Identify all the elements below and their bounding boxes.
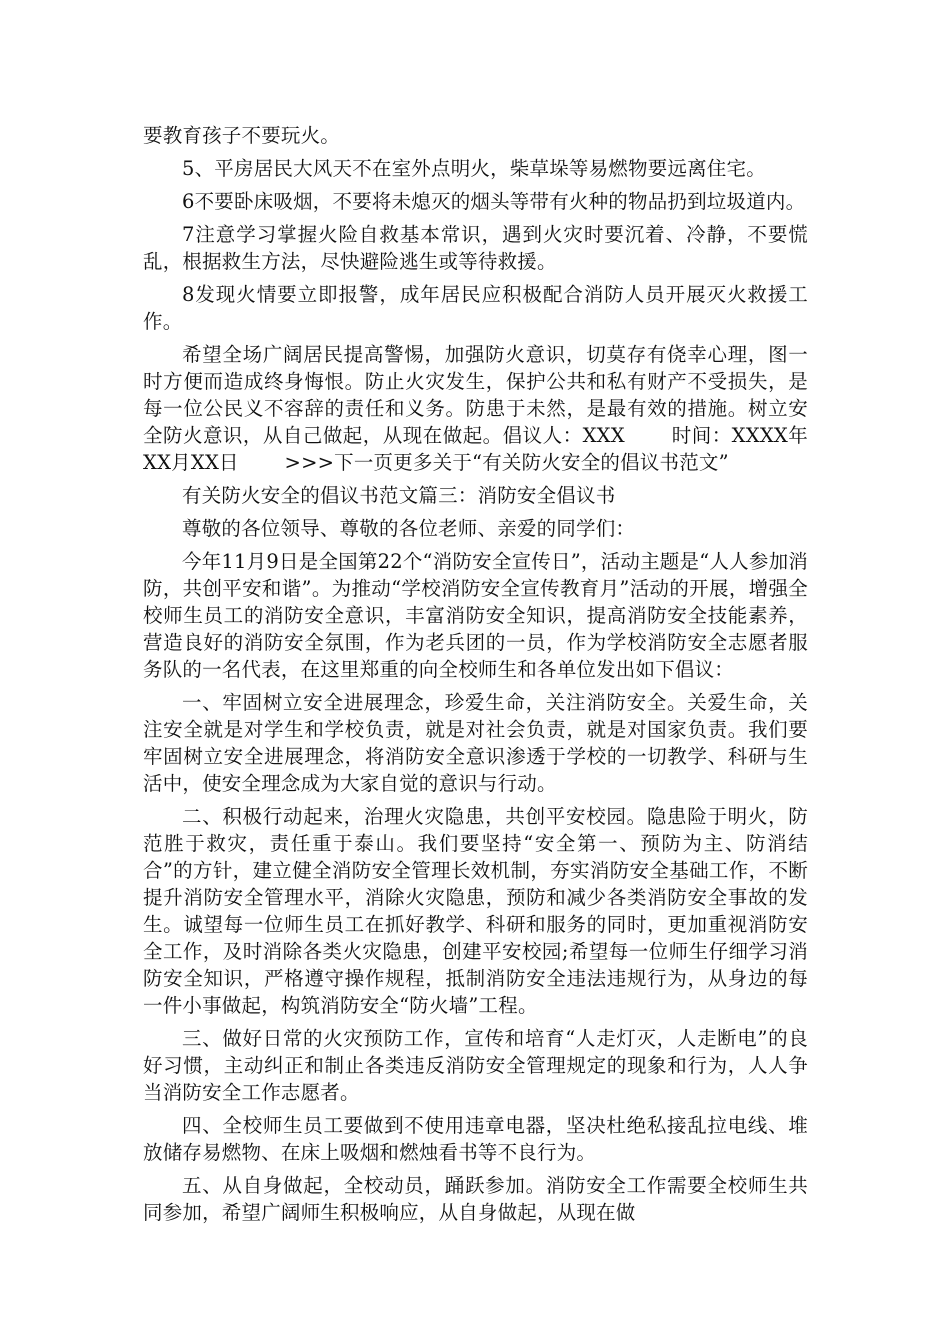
- paragraph-1: 要教育孩子不要玩火。: [143, 124, 341, 147]
- section-heading: 有关防火安全的倡议书范文篇三：消防安全倡议书: [182, 484, 616, 507]
- paragraph-3: 6不要卧床吸烟，不要将未熄灭的烟头等带有火种的物品扔到垃圾道内。: [182, 190, 806, 213]
- paragraph-13: 四、全校师生员工要做到不使用违章电器，坚决杜绝私接乱拉电线、堆放储存易燃物、在床上吸烟和燃烛看书等不良行为。: [143, 1114, 808, 1164]
- paragraph-14: 五、从自身做起，全校动员，踊跃参加。消防安全工作需要全校师生共同参加，希望广阔师生积极响应，从自身做起，从现在做: [143, 1174, 808, 1224]
- paragraph-10: 一、牢固树立安全进展理念，珍爱生命，关注消防安全。关爱生命，关注安全就是对学生和学校负责，就是对社会负责，就是对国家负责。我们要牢固树立安全进展理念，将消防安全意识渗透于学校的一切教学、科研与生活中，使安全理念成为大家自觉的意识与行动。: [143, 691, 808, 795]
- paragraph-5: 8发现火情要立即报警，成年居民应积极配合消防人员开展灭火救援工作。: [143, 283, 808, 333]
- paragraph-2: 5、平房居民大风天不在室外点明火，柴草垛等易燃物要远离住宅。: [182, 157, 766, 180]
- paragraph-11: 二、积极行动起来，治理火灾隐患，共创平安校园。隐患险于明火，防范胜于救灾，责任重于泰山。我们要坚持“安全第一、预防为主、防消结合”的方针，建立健全消防安全管理长效机制，夯实消防安全基础工作，不断提升消防安全管理水平，消除火灾隐患，预防和减少各类消防安全事故的发生。诚望每一位师生员工在抓好教学、科研和服务的同时，更加重视消防安全工作，及时消除各类火灾隐患，创建平安校园;希望每一位师生仔细学习消防安全知识，严格遵守操作规程，抵制消防安全违法违规行为，从身边的每一件小事做起，构筑消防安全“防火墙”工程。: [143, 805, 808, 1017]
- salutation: 尊敬的各位领导、尊敬的各位老师、亲爱的同学们：: [182, 517, 636, 540]
- document-page: [143, 122, 808, 1232]
- paragraph-12: 三、做好日常的火灾预防工作，宣传和培育“人走灯灭，人走断电”的良好习惯，主动纠正和制止各类违反消防安全管理规定的现象和行为，人人争当消防安全工作志愿者。: [143, 1027, 808, 1104]
- paragraph-9: 今年11月9日是全国第22个“消防安全宣传日”，活动主题是“人人参加消防，共创平安和谐”。为推动“学校消防安全宣传教育月”活动的开展，增强全校师生员工的消防安全意识，丰富消防安全知识，提高消防安全技能素养，营造良好的消防安全氛围，作为老兵团的一员，作为学校消防安全志愿者服务队的一名代表，在这里郑重的向全校师生和各单位发出如下倡议：: [143, 550, 808, 681]
- paragraph-4: 7注意学习掌握火险自救基本常识，遇到火灾时要沉着、冷静，不要慌乱，根据救生方法，尽快避险逃生或等待救援。: [143, 223, 808, 273]
- paragraph-6: 希望全场广阔居民提高警惕，加强防火意识，切莫存有侥幸心理，图一时方便而造成终身悔恨。防止火灾发生，保护公共和私有财产不受损失，是每一位公民义不容辞的责任和义务。防患于未然，是最有效的措施。树立安全防火意识，从自己做起，从现在做起。倡议人：XXX 时间：XXXX年XX月XX日 >>>下一页更多关于“有关防火安全的倡议书范文”: [143, 343, 808, 474]
